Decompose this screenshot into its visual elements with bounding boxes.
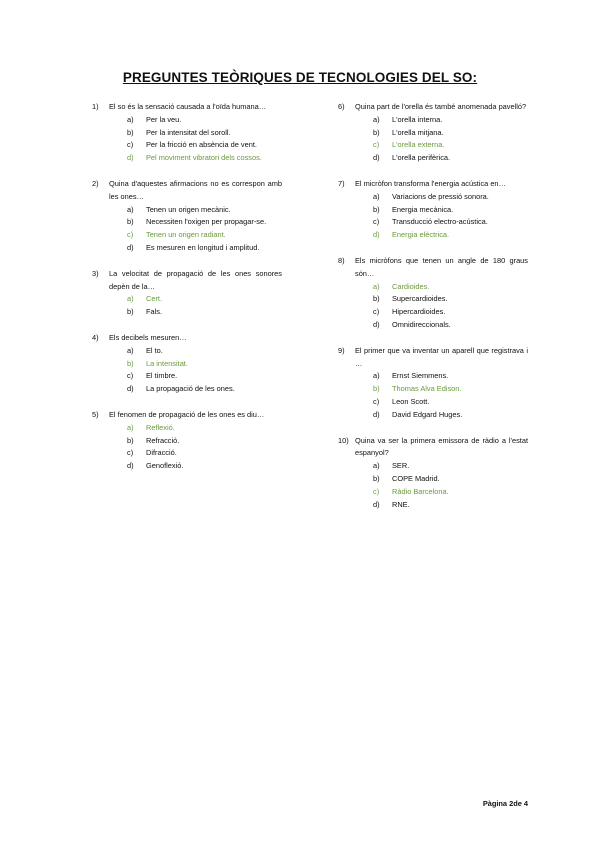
question-number: 4) xyxy=(92,332,99,342)
option-text: Supercardioides. xyxy=(392,294,448,304)
answer-option-a xyxy=(92,345,282,358)
question-number: 7) xyxy=(338,178,345,188)
answer-option-b xyxy=(92,127,282,140)
option-text: Es mesuren en longitud i amplitud. xyxy=(146,242,260,252)
option-letter: c) xyxy=(373,140,380,150)
option-letter: b) xyxy=(127,217,134,227)
answer-option-d xyxy=(338,152,528,165)
answer-option-a xyxy=(338,460,528,473)
option-letter: d) xyxy=(373,499,380,509)
answer-option-c xyxy=(92,447,282,460)
option-letter: d) xyxy=(373,153,380,163)
answer-option-c xyxy=(338,306,528,319)
answer-option-b xyxy=(92,216,282,229)
question-10 xyxy=(338,435,528,512)
option-letter: a) xyxy=(127,204,134,214)
option-text: Per la veu. xyxy=(146,114,182,124)
option-text: L'orella externa. xyxy=(392,140,445,150)
question-number: 9) xyxy=(338,345,345,355)
option-text: David Edgard Huges. xyxy=(392,409,463,419)
answer-option-d xyxy=(338,229,528,242)
option-letter: c) xyxy=(127,448,134,458)
option-letter: b) xyxy=(373,384,380,394)
question-6 xyxy=(338,101,528,165)
option-letter: a) xyxy=(373,371,380,381)
answer-option-c xyxy=(92,370,282,383)
answer-option-c xyxy=(338,139,528,152)
option-text: Ràdio Barcelona. xyxy=(392,486,449,496)
option-text: La intensitat. xyxy=(146,358,188,368)
answer-option-b xyxy=(338,127,528,140)
option-text: Tenen un origen radiant. xyxy=(146,230,226,240)
option-letter: c) xyxy=(127,230,134,240)
option-letter: a) xyxy=(373,114,380,124)
option-letter: c) xyxy=(373,307,380,317)
option-letter: b) xyxy=(373,294,380,304)
option-letter: d) xyxy=(127,153,134,163)
answer-option-c xyxy=(92,139,282,152)
option-letter: a) xyxy=(127,422,134,432)
option-text: El to. xyxy=(146,345,163,355)
question-text: Quina d'aquestes afirmacions no es correspon amb les ones… xyxy=(109,178,282,201)
answer-option-a xyxy=(338,191,528,204)
option-text: Thomas Alva Edison. xyxy=(392,384,462,394)
option-letter: c) xyxy=(373,486,380,496)
option-text: Variacions de pressió sonora. xyxy=(392,191,489,201)
answer-option-d xyxy=(338,319,528,332)
option-letter: c) xyxy=(373,217,380,227)
question-7 xyxy=(338,178,528,242)
question-text: El micròfon transforma l'energia acústica en… xyxy=(355,178,506,188)
question-number: 8) xyxy=(338,255,345,265)
question-8 xyxy=(338,255,528,332)
question-text: El primer que va inventar un aparell que registrava i … xyxy=(355,345,528,368)
answer-option-c xyxy=(338,486,528,499)
option-text: L'orella mitjana. xyxy=(392,127,444,137)
option-text: Fals. xyxy=(146,307,163,317)
question-text: El so és la sensació causada a l'oïda humana… xyxy=(109,102,267,111)
answer-option-b xyxy=(338,473,528,486)
answer-option-a xyxy=(338,370,528,383)
option-text: Reflexió. xyxy=(146,422,175,432)
question-text: La velocitat de propagació de les ones sonores depèn de la… xyxy=(109,268,282,291)
option-text: Per la intensitat del soroll. xyxy=(146,127,231,137)
option-text: Cert. xyxy=(146,294,163,304)
answer-option-b xyxy=(338,204,528,217)
option-letter: b) xyxy=(373,127,380,137)
option-text: Refracció. xyxy=(146,435,180,445)
question-number: 6) xyxy=(338,102,345,111)
option-text: Transducció electro-acústica. xyxy=(392,217,488,227)
option-text: L'orella interna. xyxy=(392,114,443,124)
option-letter: a) xyxy=(373,281,380,291)
answer-option-d xyxy=(338,499,528,512)
question-1 xyxy=(92,101,282,165)
option-text: Ernst Siemmens. xyxy=(392,371,449,381)
option-letter: b) xyxy=(373,473,380,483)
question-text: Quina va ser la primera emissora de ràdio a l'estat espanyol? xyxy=(355,435,528,458)
option-text: L'orella perifèrica. xyxy=(392,153,451,163)
question-text: Quina part de l'orella és també anomenada pavelló? xyxy=(355,102,527,111)
option-letter: d) xyxy=(373,319,380,329)
question-text: Els micròfons que tenen un angle de 180 graus són… xyxy=(355,255,528,278)
page-title: PREGUNTES TEÒRIQUES DE TECNOLOGIES DEL SO: xyxy=(122,70,478,85)
option-letter: a) xyxy=(373,191,380,201)
option-text: RNE. xyxy=(392,499,410,509)
option-letter: b) xyxy=(127,358,134,368)
answer-option-b xyxy=(338,293,528,306)
option-letter: b) xyxy=(373,204,380,214)
option-letter: c) xyxy=(373,396,380,406)
option-letter: a) xyxy=(127,114,134,124)
option-text: Tenen un origen mecànic. xyxy=(146,204,231,214)
question-4 xyxy=(92,332,282,396)
answer-option-b xyxy=(92,435,282,448)
option-letter: d) xyxy=(127,384,134,394)
option-text: Pel moviment vibratori dels cossos. xyxy=(146,153,262,163)
answer-option-b xyxy=(92,358,282,371)
answer-option-c xyxy=(338,396,528,409)
answer-option-b xyxy=(92,306,282,319)
question-number: 5) xyxy=(92,409,99,419)
answer-option-a xyxy=(92,422,282,435)
option-letter: b) xyxy=(127,435,134,445)
question-number: 10) xyxy=(338,435,349,445)
answer-option-c xyxy=(338,216,528,229)
option-text: Energia elèctrica. xyxy=(392,230,450,240)
question-number: 3) xyxy=(92,268,99,278)
option-letter: d) xyxy=(127,242,134,252)
answer-option-a xyxy=(92,204,282,217)
option-letter: a) xyxy=(127,294,134,304)
option-text: El timbre. xyxy=(146,371,178,381)
option-text: SER. xyxy=(392,461,410,471)
questions-column-left xyxy=(92,101,282,486)
option-text: Difracció. xyxy=(146,448,177,458)
option-text: Omnidireccionals. xyxy=(392,319,451,329)
option-text: Energia mecànica. xyxy=(392,204,454,214)
option-letter: d) xyxy=(127,461,134,471)
questions-column-right xyxy=(338,101,528,524)
question-number: 2) xyxy=(92,178,99,188)
answer-option-d xyxy=(92,383,282,396)
option-letter: b) xyxy=(127,307,134,317)
answer-option-a xyxy=(92,114,282,127)
question-9 xyxy=(338,345,528,422)
question-3 xyxy=(92,268,282,319)
answer-option-b xyxy=(338,383,528,396)
answer-option-a xyxy=(338,281,528,294)
option-letter: d) xyxy=(373,230,380,240)
option-text: Cardioides. xyxy=(392,281,430,291)
answer-option-d xyxy=(338,409,528,422)
answer-option-a xyxy=(92,293,282,306)
page-footer: Pàgina 2de 4 xyxy=(482,799,528,808)
question-number: 1) xyxy=(92,102,99,111)
option-letter: a) xyxy=(127,345,134,355)
option-letter: c) xyxy=(127,140,134,150)
question-text: Els decibels mesuren… xyxy=(109,332,187,342)
question-2 xyxy=(92,178,282,255)
option-text: Necessiten l'oxigen per propagar-se. xyxy=(146,217,267,227)
answer-option-a xyxy=(338,114,528,127)
option-letter: a) xyxy=(373,461,380,471)
option-text: Hipercardioides. xyxy=(392,307,446,317)
option-text: COPE Madrid. xyxy=(392,473,440,483)
option-text: Genoflexió. xyxy=(146,461,184,471)
answer-option-c xyxy=(92,229,282,242)
option-letter: b) xyxy=(127,127,134,137)
answer-option-d xyxy=(92,460,282,473)
option-letter: c) xyxy=(127,371,134,381)
question-text: El fenomen de propagació de les ones es diu… xyxy=(109,409,265,419)
answer-option-d xyxy=(92,152,282,165)
question-5 xyxy=(92,409,282,473)
option-text: Per la fricció en absència de vent. xyxy=(146,140,257,150)
option-letter: d) xyxy=(373,409,380,419)
option-text: La propagació de les ones. xyxy=(146,384,235,394)
answer-option-d xyxy=(92,242,282,255)
option-text: Leon Scott. xyxy=(392,396,430,406)
